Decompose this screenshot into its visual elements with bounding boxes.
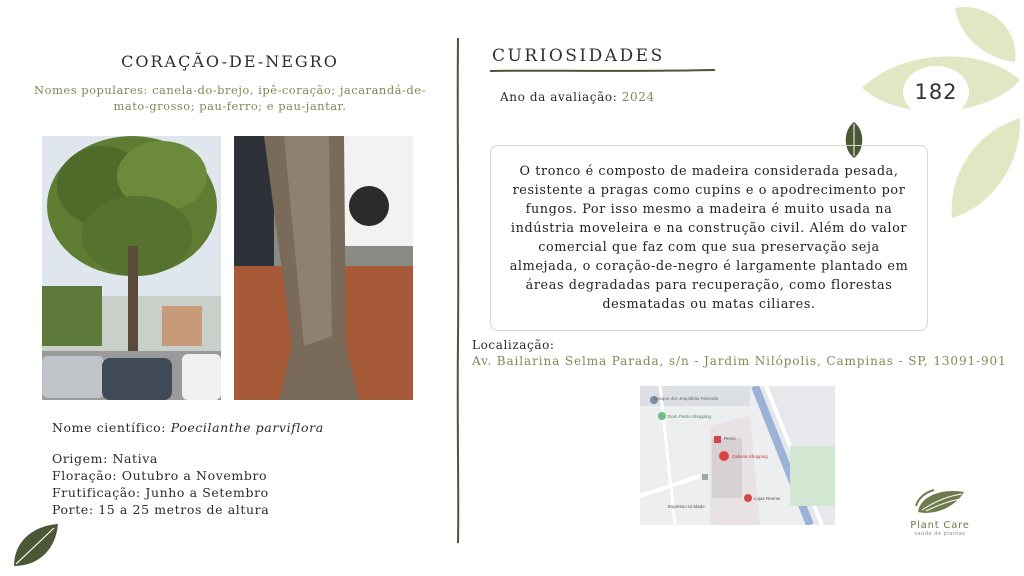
brand-logo — [900, 486, 980, 537]
size: Porte: 15 a 25 metros de altura — [52, 502, 270, 517]
location-label: Localização: — [472, 338, 555, 352]
location-address: Av. Bailarina Selma Parada, s/n - Jardim Nilópolis, Campinas - SP, 13091-901 — [472, 354, 1007, 368]
brand-name: Plant Care — [910, 520, 970, 531]
year-value: 2024 — [621, 90, 655, 104]
map-label-expresso: Expresso Unidade — [668, 504, 705, 509]
fruiting: Frutificação: Junho a Setembro — [52, 485, 269, 500]
tree-photo — [42, 136, 221, 400]
scientific-name: Poecilanthe parviflora — [170, 420, 324, 435]
flowering: Floração: Outubro a Novembro — [52, 468, 268, 483]
origin: Origem: Nativa — [52, 451, 158, 466]
location-map[interactable] — [640, 386, 835, 525]
brand-leaf-icon — [912, 486, 968, 516]
curiosities-title: CURIOSIDADES — [492, 46, 665, 66]
vertical-divider — [456, 38, 460, 543]
brand-tagline: saúde de plantas — [914, 531, 966, 537]
title-underline — [490, 68, 715, 74]
leaf-icon — [10, 522, 62, 570]
species-title: CORAÇÃO-DE-NEGRO — [121, 52, 339, 71]
curiosity-card — [490, 145, 928, 331]
map-label-dompedro: Dom Pedro Shopping — [668, 414, 712, 419]
curiosity-text: O tronco é composto de madeira considerada pesada, resistente a pragas como cupins e o apodrecimento por fungos. Por isso mesmo a madeira é muito usada na indústria moveleira e na construção civil. Além do valor comercial que faz com que sua preservação seja almejada, o coração-de-negro é largamente plantado em áreas degradadas para recuperação, como florestas desmatadas ou matas ciliares. — [509, 164, 909, 312]
page-number: 182 — [903, 66, 969, 118]
year-label: Ano da avaliação: — [500, 90, 618, 104]
map-label-perini: Perini — [724, 436, 736, 441]
popular-names: Nomes populares: canela-do-brejo, ipê-coração; jacarandá-de-mato-grosso; pau-ferro; e pau-jantar. — [34, 83, 426, 113]
map-label-bosque: Bosque dos Jequitibás Fazenda — [654, 396, 719, 401]
scientific-label: Nome científico: — [52, 420, 167, 435]
map-label-renner: Lojas Renner — [754, 496, 781, 501]
species-facts — [52, 450, 269, 518]
map-label-galleria: Galleria Shopping — [732, 454, 768, 459]
scientific-name-line — [52, 420, 324, 435]
evaluation-year — [500, 90, 655, 104]
trunk-photo — [234, 136, 413, 400]
